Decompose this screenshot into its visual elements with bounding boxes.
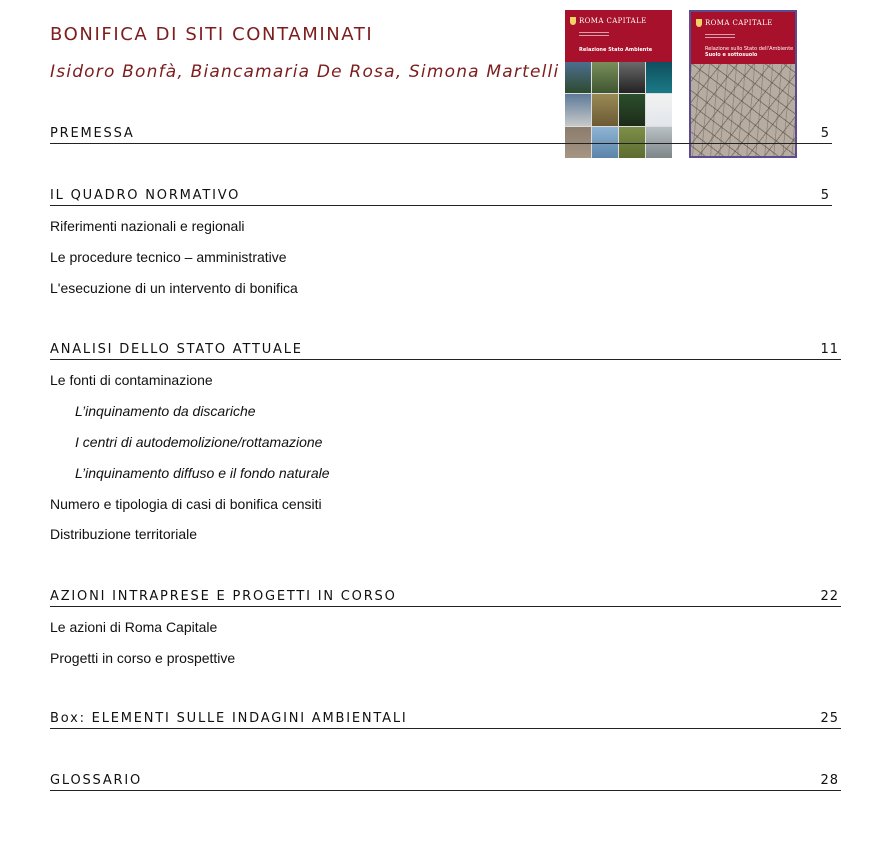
toc-item[interactable]: Riferimenti nazionali e regionali bbox=[50, 218, 245, 234]
cover-small-lines bbox=[705, 34, 735, 40]
toc-item[interactable]: L'esecuzione di un intervento di bonifica bbox=[50, 280, 298, 296]
toc-item[interactable]: Progetti in corso e prospettive bbox=[50, 650, 236, 666]
toc-item[interactable]: Le fonti di contaminazione bbox=[50, 372, 213, 388]
toc-page-number: 22 bbox=[820, 589, 839, 604]
cover-brand: ROMA CAPITALE bbox=[705, 19, 773, 27]
toc-item[interactable]: Le azioni di Roma Capitale bbox=[50, 619, 218, 635]
cover-subtitle-line1: Relazione sullo Stato dell'Ambiente bbox=[705, 46, 794, 52]
toc-section-premessa[interactable] bbox=[50, 121, 832, 144]
toc-section-box[interactable] bbox=[50, 706, 841, 729]
toc-section-title: GLOSSARIO bbox=[50, 773, 143, 788]
toc-section-title: AZIONI INTRAPRESE E PROGETTI IN CORSO bbox=[50, 589, 397, 604]
toc-item[interactable]: Numero e tipologia di casi di bonifica censiti bbox=[50, 496, 322, 512]
toc-section-quadro-normativo[interactable] bbox=[50, 183, 832, 206]
toc-subitem[interactable]: L’inquinamento da discariche bbox=[75, 403, 256, 419]
toc-page-number: 5 bbox=[820, 126, 830, 141]
toc-page-number: 11 bbox=[820, 342, 839, 357]
roma-shield-icon bbox=[570, 17, 576, 25]
toc-section-title: ANALISI DELLO STATO ATTUALE bbox=[50, 342, 303, 357]
cover-subtitle-line2: Suolo e sottosuolo bbox=[705, 52, 758, 58]
authors: Isidoro Bonfà, Biancamaria De Rosa, Simona Martelli bbox=[50, 62, 560, 82]
toc-section-title: IL QUADRO NORMATIVO bbox=[50, 188, 241, 203]
toc-section-title: Box: ELEMENTI SULLE INDAGINI AMBIENTALI bbox=[50, 711, 408, 726]
toc-section-analisi[interactable] bbox=[50, 337, 841, 360]
toc-subitem[interactable]: L’inquinamento diffuso e il fondo naturale bbox=[75, 465, 330, 481]
cover-subtitle: Relazione Stato Ambiente bbox=[579, 47, 653, 53]
toc-section-title: PREMESSA bbox=[50, 126, 135, 141]
toc-section-azioni[interactable] bbox=[50, 584, 841, 607]
toc-item[interactable]: Le procedure tecnico – amministrative bbox=[50, 249, 287, 265]
toc-page-number: 5 bbox=[820, 188, 830, 203]
toc-section-glossario[interactable] bbox=[50, 768, 841, 791]
toc-page-number: 28 bbox=[820, 773, 839, 788]
toc-item[interactable]: Distribuzione territoriale bbox=[50, 526, 198, 542]
toc-subitem[interactable]: I centri di autodemolizione/rottamazione bbox=[75, 434, 323, 450]
cover-brand: ROMA CAPITALE bbox=[579, 17, 647, 25]
document-title: BONIFICA DI SITI CONTAMINATI bbox=[50, 24, 374, 45]
toc-page-number: 25 bbox=[820, 711, 839, 726]
roma-shield-icon bbox=[696, 19, 702, 27]
cover-small-lines bbox=[579, 32, 609, 38]
